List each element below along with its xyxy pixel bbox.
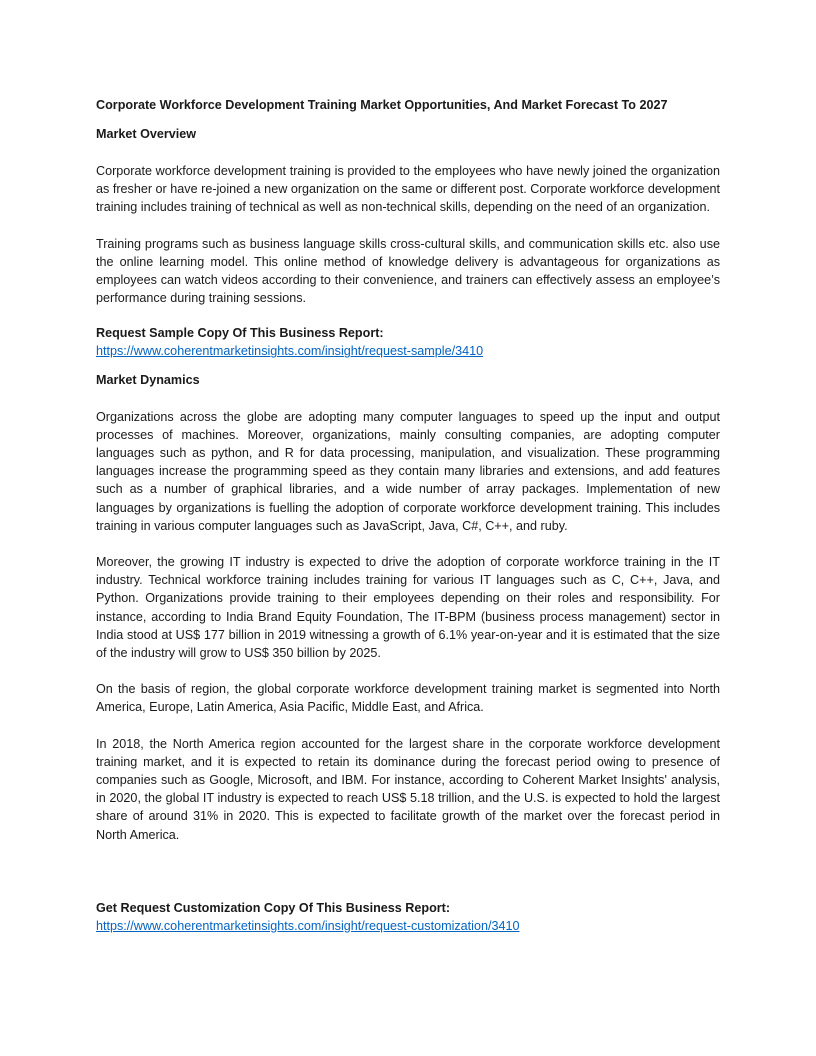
- document-title: Corporate Workforce Development Training Market Opportunities, And Market Forecast To 2027: [96, 98, 668, 112]
- market-dynamics-paragraph: Moreover, the growing IT industry is expected to drive the adoption of corporate workforce training in the IT industry. Technical workforce training includes training for various IT languages such as C, C++, Java, and Python. Organizations provide training to their employees depending on their roles and responsibility. For instance, according to India Brand Equity Foundation, The IT-BPM (business process management) sector in India stood at US$ 177 billion in 2019 witnessing a growth of 6.1% year-on-year and it is estimated that the size of the industry will grow to US$ 350 billion by 2025.: [96, 555, 720, 661]
- market-dynamics-paragraph: Organizations across the globe are adopting many computer languages to speed up the input and output processes of machines. Moreover, organizations, mainly consulting companies, are adopting computer languages such as python, and R for data processing, manipulation, and visualization. These programming languages increase the programming speed as they contain many libraries and extensions, and add features such as a number of graphical libraries, and a wide number of array packages. Implementation of new languages by organizations is fuelling the adoption of corporate workforce development training. This includes training in various computer languages such as JavaScript, Java, C#, C++, and ruby.: [96, 409, 720, 533]
- request-sample-label: Request Sample Copy Of This Business Report:: [96, 326, 384, 341]
- request-customization-link[interactable]: https://www.coherentmarketinsights.com/insight/request-customization/3410: [96, 918, 520, 933]
- request-sample-link[interactable]: https://www.coherentmarketinsights.com/insight/request-sample/3410: [96, 344, 484, 359]
- market-dynamics-paragraph: On the basis of region, the global corporate workforce development training market is segmented into North America, Europe, Latin America, Asia Pacific, Middle East, and Africa.: [96, 682, 720, 715]
- market-dynamics-paragraph: In 2018, the North America region accounted for the largest share in the corporate workforce development training market, and it is expected to retain its dominance during the forecast period owing to presence of companies such as Google, Microsoft, and IBM. For instance, according to Coherent Market Insights' analysis, in 2020, the global IT industry is expected to reach US$ 5.18 trillion, and the U.S. is expected to hold the largest share of around 31% in 2020. This is expected to facilitate growth of the market over the forecast period in North America.: [96, 736, 720, 842]
- market-dynamics-heading: Market Dynamics: [96, 372, 200, 387]
- market-overview-heading: Market Overview: [96, 127, 197, 141]
- market-overview-paragraph: Training programs such as business language skills cross-cultural skills, and communication skills etc. also use the online learning model. This online method of knowledge delivery is advantageous for organizations as employees can watch videos according to their convenience, and trainers can effectively assess an employee’s performance during training sessions.: [96, 236, 720, 306]
- document-page: [96, 97, 720, 935]
- market-overview-paragraph: Corporate workforce development training is provided to the employees who have newly joined the organization as fresher or have re-joined a new organization on the same or different post. Corporate workforce development training includes training of technical as well as non-technical skills, depending on the need of an organization.: [96, 164, 720, 215]
- request-customization-label: Get Request Customization Copy Of This Business Report:: [96, 900, 451, 915]
